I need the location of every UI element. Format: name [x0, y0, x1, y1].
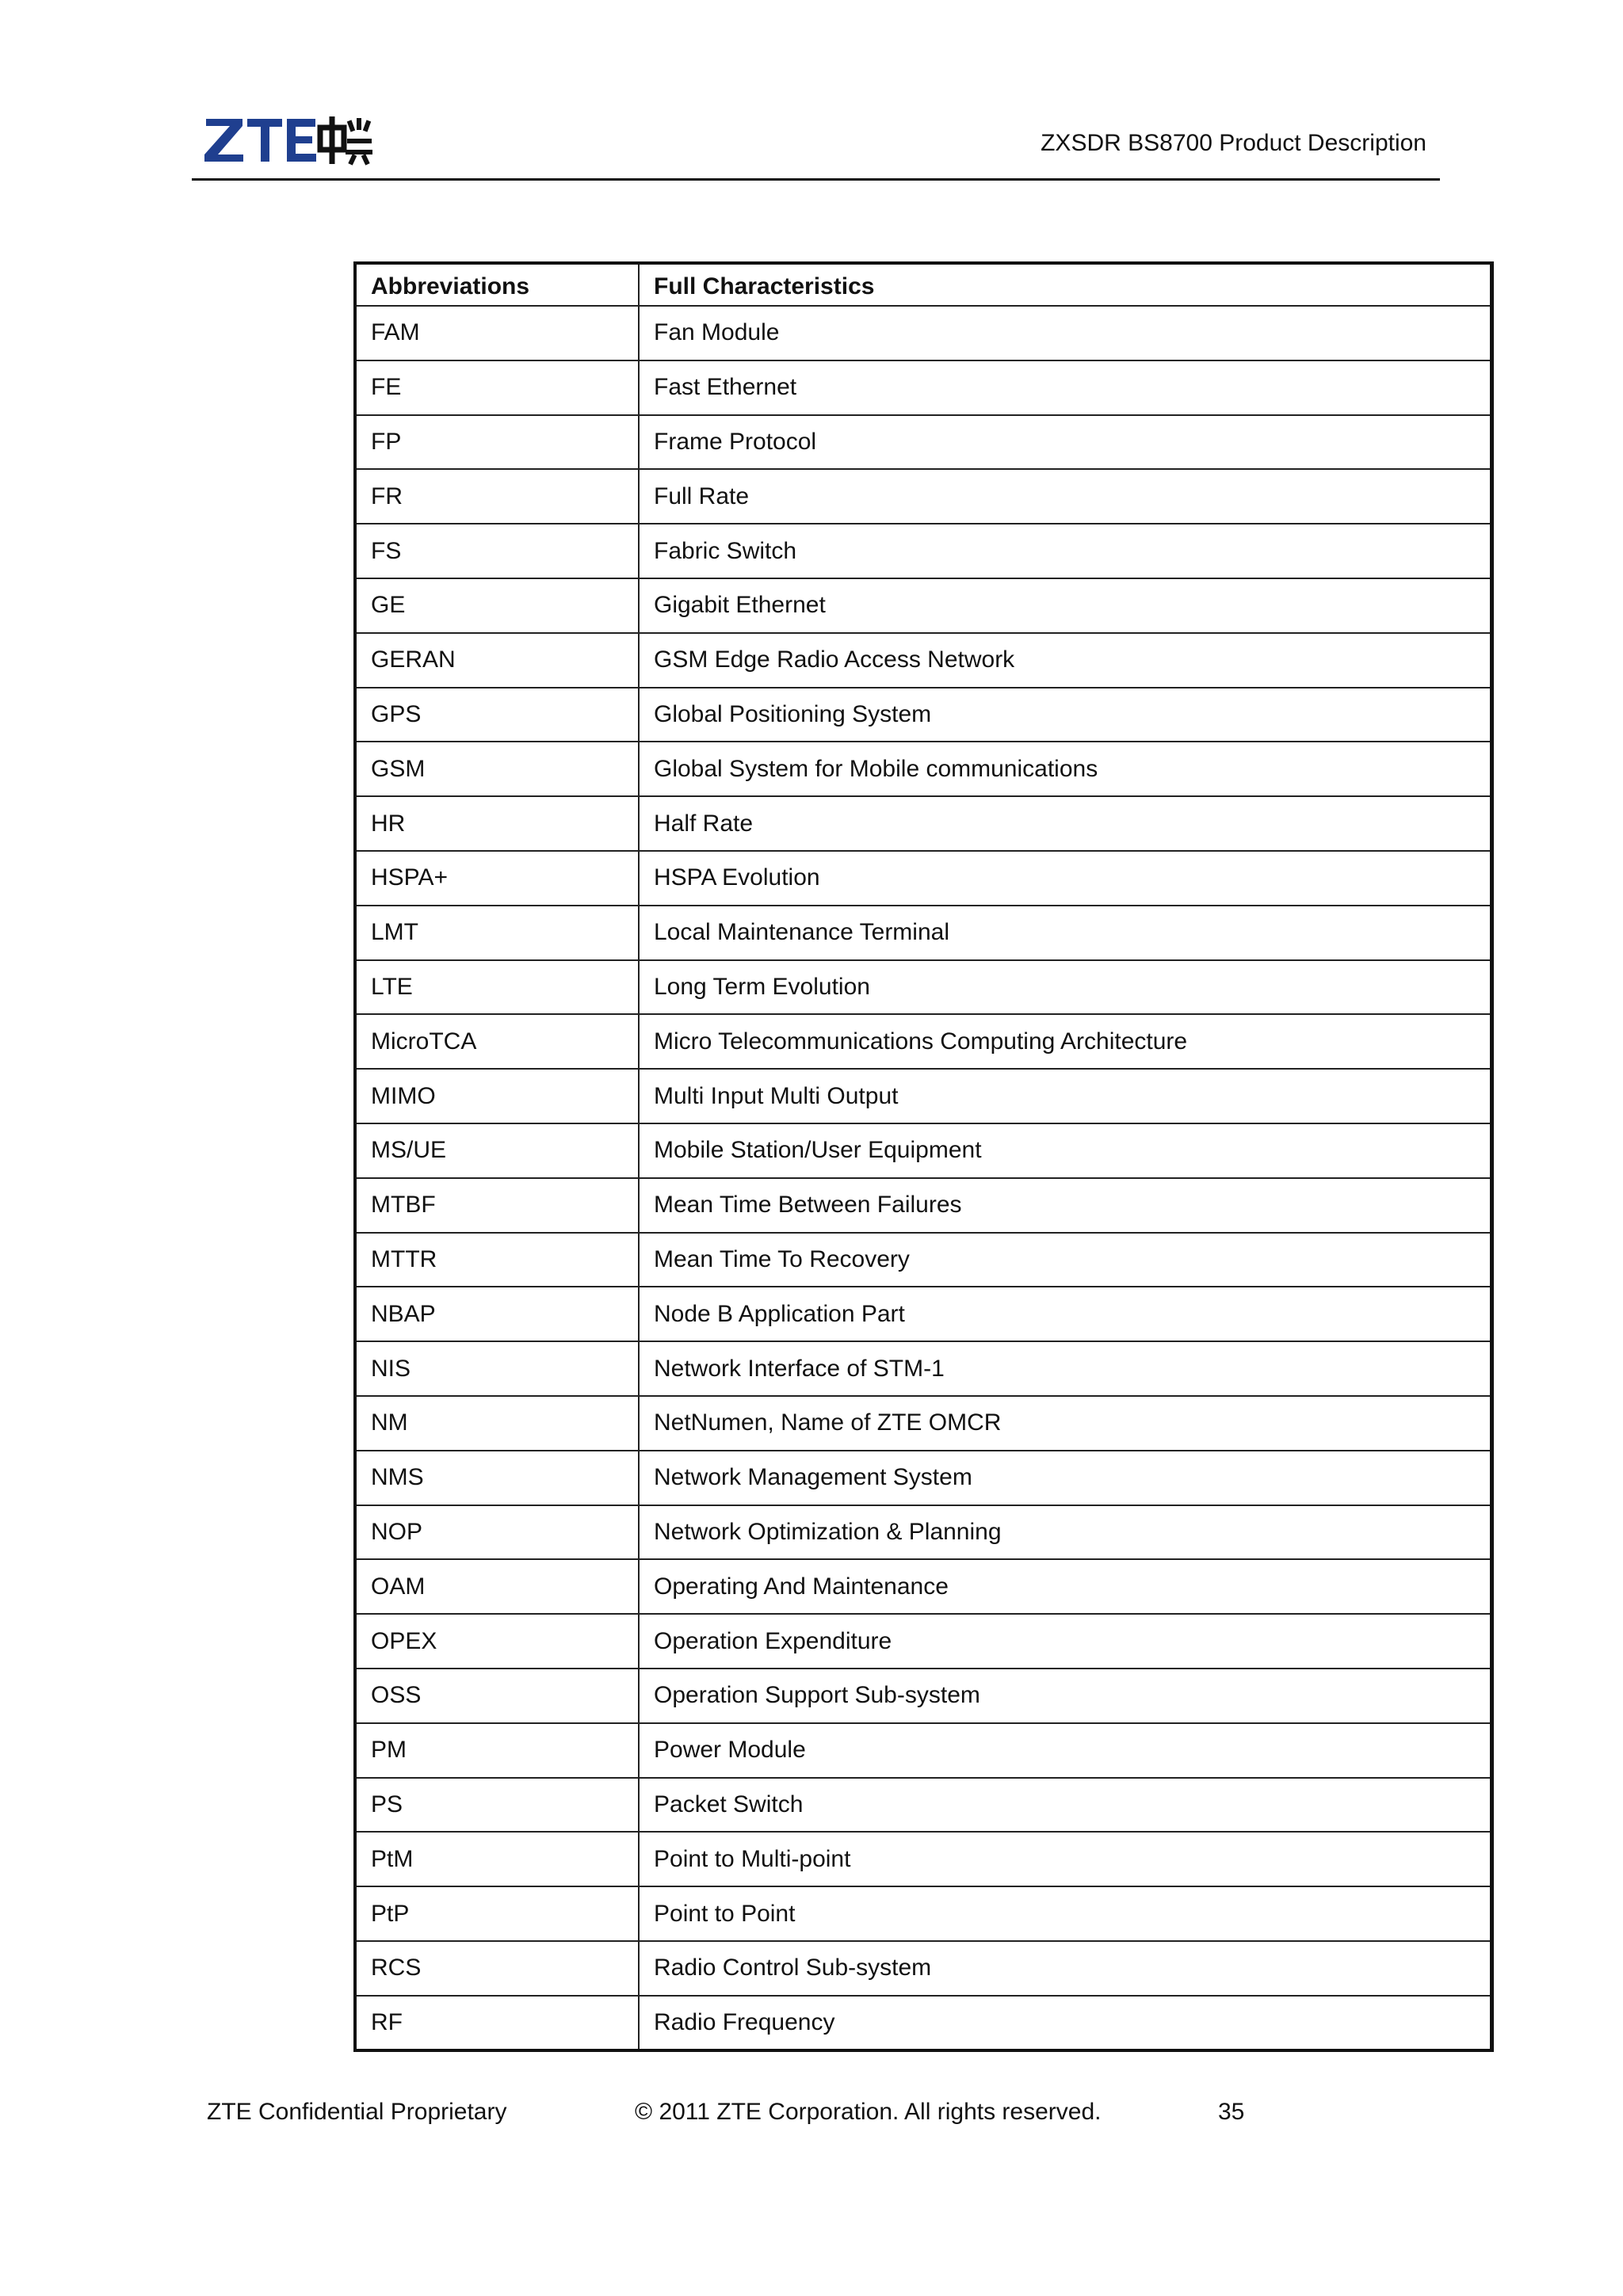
table-row: [355, 796, 1491, 851]
full-characteristics-cell: Local Maintenance Terminal: [639, 906, 1491, 960]
table-row: [355, 1123, 1491, 1178]
table-row: [355, 1396, 1491, 1451]
abbreviation-cell: FP: [355, 415, 639, 470]
table-row: [355, 1505, 1491, 1560]
table-row: [355, 1233, 1491, 1287]
table-row: [355, 1014, 1491, 1069]
table-row: [355, 1614, 1491, 1669]
full-characteristics-cell: Network Management System: [639, 1451, 1491, 1505]
full-characteristics-cell: Full Rate: [639, 469, 1491, 524]
full-characteristics-cell: Micro Telecommunications Computing Architecture: [639, 1014, 1491, 1069]
full-characteristics-cell: Fast Ethernet: [639, 360, 1491, 415]
abbreviation-cell: PtM: [355, 1832, 639, 1886]
abbreviation-cell: MIMO: [355, 1069, 639, 1123]
table-row: [355, 415, 1491, 470]
full-characteristics-cell: Long Term Evolution: [639, 960, 1491, 1015]
abbreviation-cell: RCS: [355, 1941, 639, 1996]
full-characteristics-cell: Radio Control Sub-system: [639, 1941, 1491, 1996]
zte-logo: [204, 114, 372, 166]
table-row: [355, 1178, 1491, 1233]
table-body: [355, 306, 1491, 2050]
abbreviation-cell: MTTR: [355, 1233, 639, 1287]
table-row: [355, 1996, 1491, 2050]
abbreviation-cell: GSM: [355, 742, 639, 796]
abbreviation-cell: RF: [355, 1996, 639, 2050]
abbreviation-cell: MS/UE: [355, 1123, 639, 1178]
table-row: [355, 1832, 1491, 1886]
abbreviation-cell: NIS: [355, 1341, 639, 1396]
abbreviation-cell: GPS: [355, 688, 639, 742]
abbreviation-cell: PtP: [355, 1886, 639, 1941]
confidentiality-notice: ZTE Confidential Proprietary: [207, 2099, 507, 2125]
full-characteristics-cell: GSM Edge Radio Access Network: [639, 633, 1491, 688]
table-row: [355, 1069, 1491, 1123]
abbreviation-cell: PM: [355, 1723, 639, 1778]
document-title: ZXSDR BS8700 Product Description: [1041, 130, 1426, 156]
full-characteristics-cell: Packet Switch: [639, 1778, 1491, 1833]
table-row: [355, 742, 1491, 796]
abbreviation-cell: FR: [355, 469, 639, 524]
abbreviation-cell: FE: [355, 360, 639, 415]
zte-logo-text: ZTE中兴: [204, 114, 208, 115]
full-characteristics-cell: HSPA Evolution: [639, 851, 1491, 906]
abbreviation-cell: FAM: [355, 306, 639, 360]
table-row: [355, 524, 1491, 578]
table-row: [355, 633, 1491, 688]
table-row: [355, 1778, 1491, 1833]
table-header-row: [355, 263, 1491, 306]
page-header: [192, 103, 1440, 181]
table-row: [355, 851, 1491, 906]
table-row: [355, 578, 1491, 633]
table-row: [355, 1723, 1491, 1778]
table-row: [355, 1886, 1491, 1941]
abbreviation-cell: MicroTCA: [355, 1014, 639, 1069]
table-row: [355, 960, 1491, 1015]
abbreviation-cell: NM: [355, 1396, 639, 1451]
table-row: [355, 306, 1491, 360]
full-characteristics-cell: Operating And Maintenance: [639, 1559, 1491, 1614]
full-characteristics-cell: Global Positioning System: [639, 688, 1491, 742]
full-characteristics-cell: Mean Time To Recovery: [639, 1233, 1491, 1287]
full-characteristics-cell: Node B Application Part: [639, 1287, 1491, 1341]
abbreviation-cell: OSS: [355, 1669, 639, 1723]
page-number: 35: [1218, 2099, 1245, 2125]
column-header-full-characteristics: Full Characteristics: [639, 263, 1491, 306]
full-characteristics-cell: Operation Expenditure: [639, 1614, 1491, 1669]
table-row: [355, 1287, 1491, 1341]
table-row: [355, 360, 1491, 415]
abbreviation-cell: OAM: [355, 1559, 639, 1614]
table-row: [355, 1451, 1491, 1505]
full-characteristics-cell: Radio Frequency: [639, 1996, 1491, 2050]
table-row: [355, 688, 1491, 742]
abbreviation-cell: MTBF: [355, 1178, 639, 1233]
full-characteristics-cell: Mean Time Between Failures: [639, 1178, 1491, 1233]
full-characteristics-cell: Frame Protocol: [639, 415, 1491, 470]
abbreviation-cell: GERAN: [355, 633, 639, 688]
page-footer: [0, 2098, 1623, 2130]
table-row: [355, 1341, 1491, 1396]
full-characteristics-cell: Fan Module: [639, 306, 1491, 360]
table-row: [355, 1941, 1491, 1996]
copyright-notice: © 2011 ZTE Corporation. All rights reserved.: [635, 2099, 1102, 2125]
full-characteristics-cell: Point to Point: [639, 1886, 1491, 1941]
abbreviation-cell: FS: [355, 524, 639, 578]
abbreviation-cell: LMT: [355, 906, 639, 960]
header-divider: [192, 178, 1440, 181]
full-characteristics-cell: Network Optimization & Planning: [639, 1505, 1491, 1560]
abbreviation-cell: LTE: [355, 960, 639, 1015]
abbreviations-table: [353, 261, 1494, 2052]
abbreviation-cell: HR: [355, 796, 639, 851]
full-characteristics-cell: Operation Support Sub-system: [639, 1669, 1491, 1723]
table-row: [355, 1559, 1491, 1614]
column-header-abbreviations: Abbreviations: [355, 263, 639, 306]
abbreviation-cell: OPEX: [355, 1614, 639, 1669]
abbreviation-cell: NOP: [355, 1505, 639, 1560]
abbreviation-cell: NBAP: [355, 1287, 639, 1341]
full-characteristics-cell: Power Module: [639, 1723, 1491, 1778]
abbreviation-cell: PS: [355, 1778, 639, 1833]
abbreviation-cell: NMS: [355, 1451, 639, 1505]
full-characteristics-cell: Half Rate: [639, 796, 1491, 851]
abbreviation-cell: HSPA+: [355, 851, 639, 906]
table-row: [355, 469, 1491, 524]
full-characteristics-cell: Global System for Mobile communications: [639, 742, 1491, 796]
full-characteristics-cell: Network Interface of STM-1: [639, 1341, 1491, 1396]
full-characteristics-cell: Gigabit Ethernet: [639, 578, 1491, 633]
table-row: [355, 906, 1491, 960]
abbreviation-cell: GE: [355, 578, 639, 633]
table-row: [355, 1669, 1491, 1723]
full-characteristics-cell: Fabric Switch: [639, 524, 1491, 578]
full-characteristics-cell: Point to Multi-point: [639, 1832, 1491, 1886]
full-characteristics-cell: NetNumen, Name of ZTE OMCR: [639, 1396, 1491, 1451]
full-characteristics-cell: Mobile Station/User Equipment: [639, 1123, 1491, 1178]
full-characteristics-cell: Multi Input Multi Output: [639, 1069, 1491, 1123]
